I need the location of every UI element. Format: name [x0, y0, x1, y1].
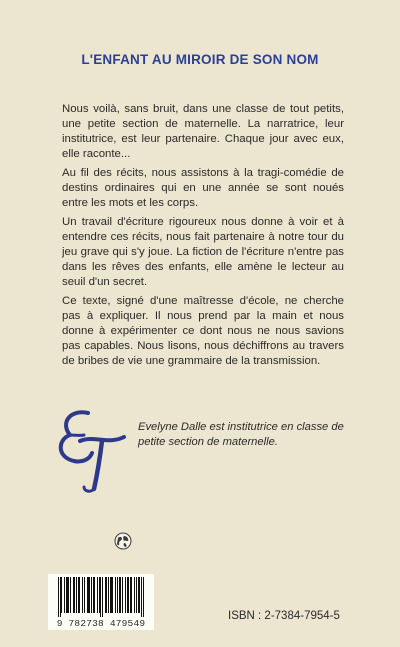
barcode-bar	[79, 577, 80, 613]
barcode-bar	[106, 577, 107, 613]
barcode-bar	[120, 577, 121, 613]
barcode-bar	[88, 577, 89, 613]
barcode-bar	[112, 577, 113, 613]
barcode-bar	[143, 577, 144, 617]
barcode-bar	[89, 577, 90, 613]
barcode-bar	[130, 577, 131, 613]
barcode-bar	[66, 577, 67, 613]
barcode-bar	[119, 577, 120, 613]
barcode-bar	[64, 577, 65, 613]
barcode-bar	[76, 577, 77, 613]
blurb-paragraph: Au fil des récits, nous assistons à la tragi-comédie de destins ordinaires qui en une année se sont noués entre les mots et les corps.	[62, 167, 344, 209]
blurb-paragraph: Un travail d'écriture rigoureux nous donne à voir et à entendre ces récits, nous fait partenaire à notre tour du jeu grave qui s'y joue. La fiction de l'écriture n'entre pas dans les rêves des enfants, elle amène le lecteur au seuil d'un secret.	[62, 216, 344, 288]
barcode-bar	[102, 577, 103, 617]
barcode-bar	[93, 577, 94, 613]
barcode-bar	[141, 577, 142, 617]
et-monogram-logo	[50, 405, 130, 495]
barcode-bar	[60, 577, 61, 617]
barcode-bar	[74, 577, 75, 613]
barcode-bar	[82, 577, 83, 613]
barcode-bar	[138, 577, 139, 613]
barcode-bar	[122, 577, 123, 613]
isbn-label: ISBN : 2-7384-7954-5	[228, 610, 340, 622]
barcode-bar	[134, 577, 135, 613]
barcode-bar	[84, 577, 85, 613]
barcode-bar	[117, 577, 118, 613]
barcode-bar	[100, 577, 101, 617]
barcode-bar	[87, 577, 88, 613]
barcode-bar	[78, 577, 79, 613]
blurb-paragraph: Nous voilà, sans bruit, dans une classe de tout petits, une petite section de maternelle. La narratrice, leur institutrice, est leur partenaire. Chaque jour avec eux, elle raconte...	[62, 103, 344, 160]
barcode-bar	[105, 577, 106, 613]
barcode-bar	[125, 577, 126, 613]
barcode-bar	[108, 577, 109, 613]
barcode-number: 9 782738 479549	[56, 618, 146, 629]
barcode-bar	[61, 577, 62, 613]
barcode-bar	[136, 577, 137, 613]
globe-icon	[114, 532, 132, 550]
barcode-bar	[97, 577, 98, 613]
barcode-bar	[67, 577, 68, 613]
barcode-bar	[94, 577, 95, 613]
book-title: L'ENFANT AU MIROIR DE SON NOM	[81, 52, 319, 67]
barcode-bar	[128, 577, 129, 613]
author-note: Evelyne Dalle est institutrice en classe de petite section de maternelle.	[138, 421, 344, 448]
barcode-bar	[127, 577, 128, 613]
barcode-bar	[68, 577, 69, 613]
barcode-bar	[131, 577, 132, 613]
barcode-bar	[99, 577, 100, 613]
barcode-bar	[58, 577, 59, 617]
barcode-bar	[110, 577, 111, 613]
barcode-bar	[111, 577, 112, 613]
blurb-paragraph: Ce texte, signé d'une maîtresse d'école, ne cherche pas à expliquer. Il nous prend par la main et nous donne à expérimenter ce dont nous ne nous savions pas capables. Nous lisons, nous déchiffrons au travers de bribes de vie une grammaire de la transmission.	[62, 295, 344, 367]
barcode-bar	[91, 577, 92, 613]
barcode-bar	[70, 577, 71, 613]
barcode-bar	[139, 577, 140, 613]
barcode-bar	[73, 577, 74, 613]
back-cover-blurb	[62, 102, 344, 373]
barcode-bar	[115, 577, 116, 613]
barcode	[48, 574, 154, 630]
